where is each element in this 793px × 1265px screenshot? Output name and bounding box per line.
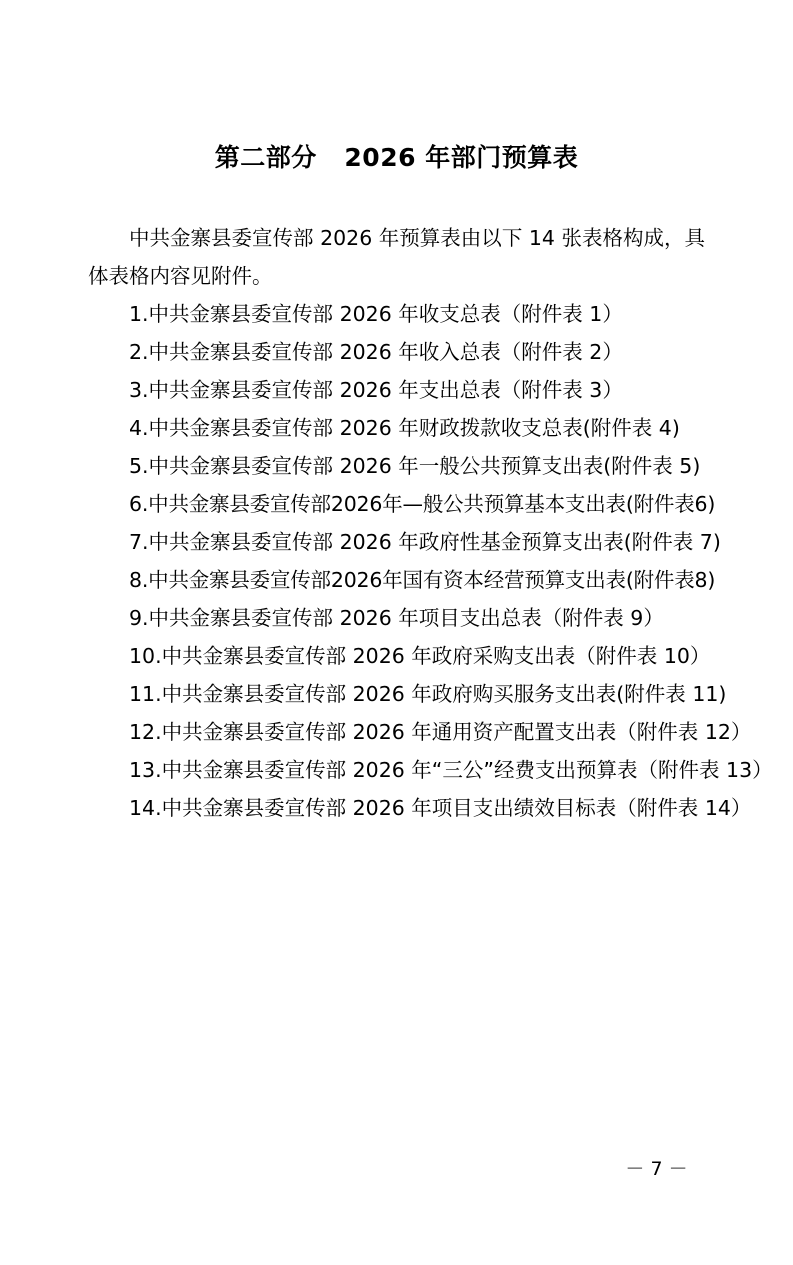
intro-paragraph: [88, 219, 705, 295]
list-item: 5.中共金寨县委宣传部 2026 年一般公共预算支出表(附件表 5): [129, 454, 701, 478]
list-item: 11.中共金寨县委宣传部 2026 年政府购买服务支出表(附件表 11): [129, 682, 727, 706]
page-title: 第二部分 2026 年部门预算表: [214, 143, 579, 172]
list-item: 7.中共金寨县委宣传部 2026 年政府性基金预算支出表(附件表 7): [129, 530, 721, 554]
budget-table-list: [88, 295, 773, 827]
document-page: [0, 143, 793, 1265]
list-item: 4.中共金寨县委宣传部 2026 年财政拨款收支总表(附件表 4): [129, 416, 680, 440]
list-item: 12.中共金寨县委宣传部 2026 年通用资产配置支出表（附件表 12）: [129, 720, 752, 744]
list-item: 9.中共金寨县委宣传部 2026 年项目支出总表（附件表 9）: [129, 606, 664, 630]
list-item: 13.中共金寨县委宣传部 2026 年“三公”经费支出预算表（附件表 13）: [129, 758, 773, 782]
list-item: 8.中共金寨县委宣传部2026年国有资本经营预算支出表(附件表8): [129, 568, 716, 592]
page-number: － 7 －: [625, 1158, 688, 1180]
list-item: 3.中共金寨县委宣传部 2026 年支出总表（附件表 3）: [129, 378, 623, 402]
list-item: 14.中共金寨县委宣传部 2026 年项目支出绩效目标表（附件表 14）: [129, 796, 752, 820]
list-item: 6.中共金寨县委宣传部2026年—般公共预算基本支出表(附件表6): [129, 492, 716, 516]
intro-line-1: 中共金寨县委宣传部 2026 年预算表由以下 14 张表格构成，: [129, 226, 685, 250]
list-item: 1.中共金寨县委宣传部 2026 年收支总表（附件表 1）: [129, 302, 623, 326]
intro-line-2: 具体表格内容见附件。: [88, 226, 705, 288]
list-item: 2.中共金寨县委宣传部 2026 年收入总表（附件表 2）: [129, 340, 623, 364]
list-item: 10.中共金寨县委宣传部 2026 年政府采购支出表（附件表 10）: [129, 644, 711, 668]
